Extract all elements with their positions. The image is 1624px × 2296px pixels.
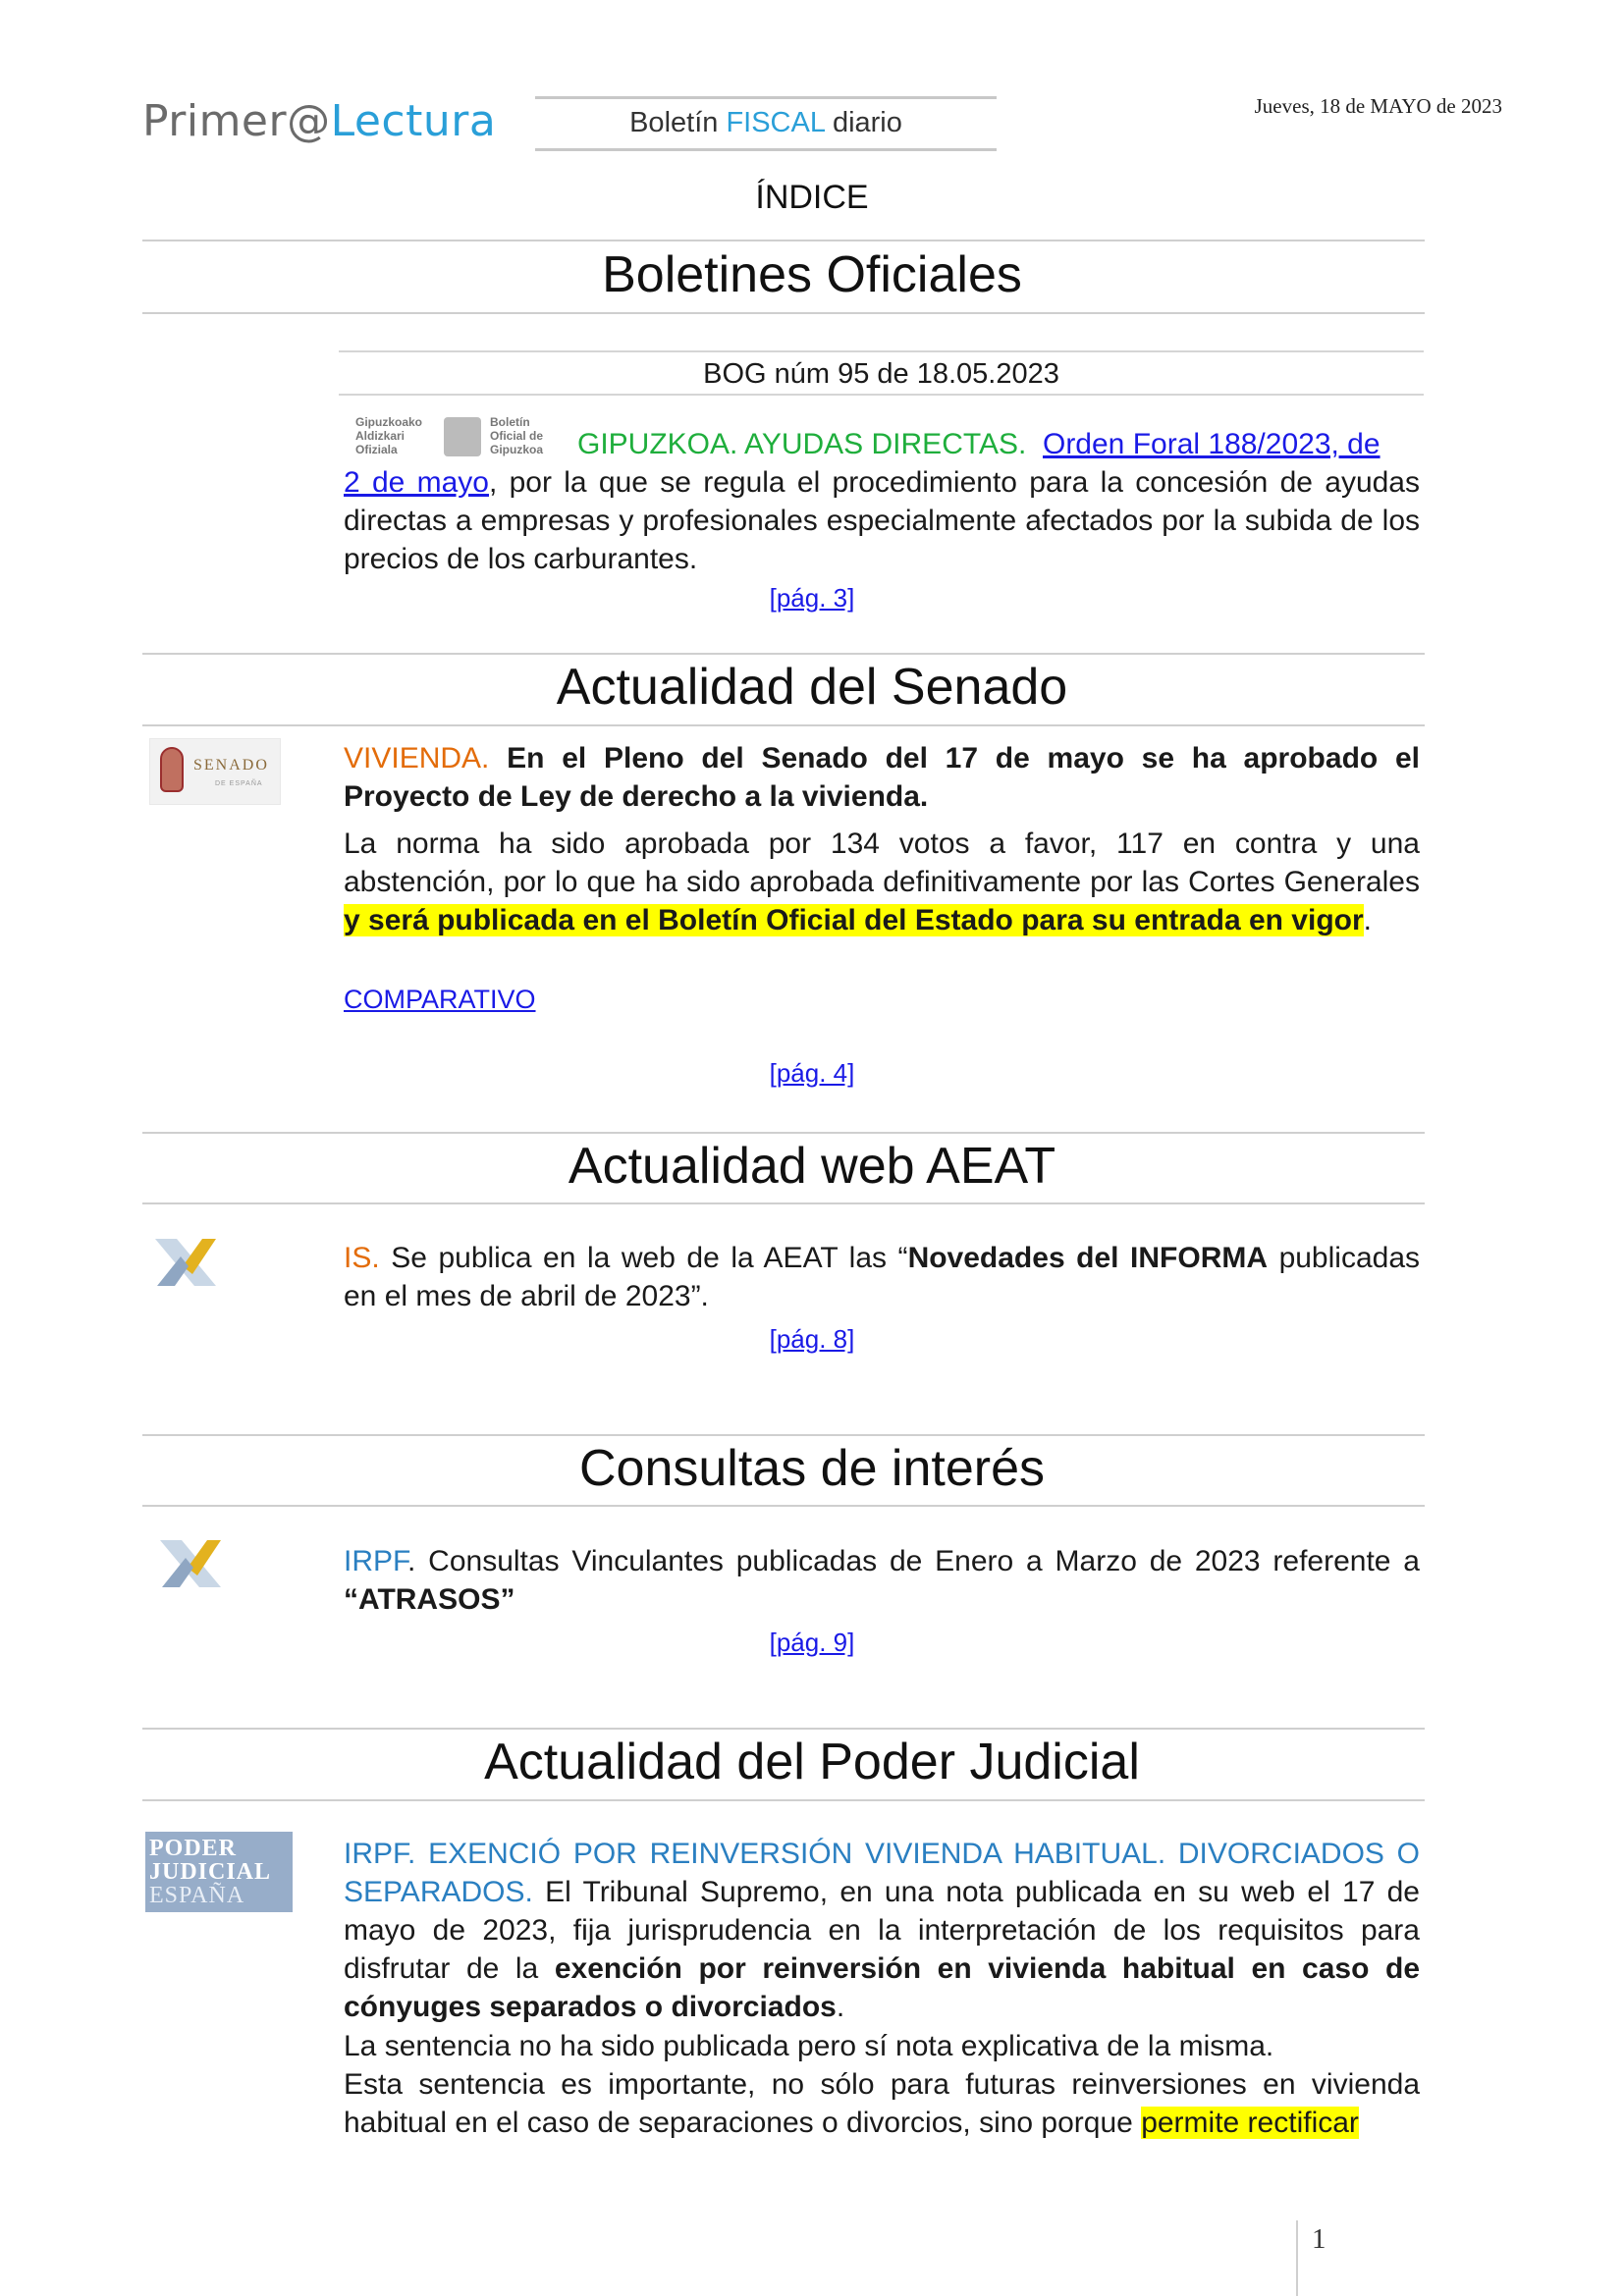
- consultas-text-bold: “ATRASOS”: [344, 1583, 515, 1616]
- senado-body: [344, 825, 1420, 939]
- gipuzkoa-logo-text-right: Boletín Oficial de Gipuzkoa: [490, 415, 544, 456]
- section-title-boletines: Boletines Oficiales: [602, 246, 1022, 303]
- consultas-tag: IRPF: [344, 1545, 408, 1577]
- pj-logo-line1: PODER: [149, 1836, 237, 1861]
- judicial-tag: IRPF. EXENCIÓ POR REINVERSIÓN VIVIENDA HABITUAL. DIVORCIADOS O SEPARADOS.: [344, 1838, 1420, 1908]
- senado-logo-text: SENADO: [193, 757, 269, 774]
- aeat-text: Se publica en la web de la AEAT las “: [379, 1242, 908, 1274]
- divider: [142, 1202, 1425, 1204]
- judicial-p1-text: El Tribunal Supremo, en una nota publicada en su web el 17 de mayo de 2023, fija jurisprudencia en la interpretación de los requisitos para disfrutar de la: [344, 1876, 1420, 1985]
- page-link-4[interactable]: [pág. 4]: [769, 1058, 855, 1088]
- bulletin-title: [535, 107, 997, 139]
- orden-foral-link[interactable]: Orden Foral 188/2023, de: [1042, 428, 1380, 460]
- brand-part1: Primer@: [142, 96, 331, 146]
- bog-title: BOG núm 95 de 18.05.2023: [339, 350, 1424, 396]
- aeat-logo-icon: [147, 1227, 226, 1296]
- senado-body-highlight: y será publicada en el Boletín Oficial del Estado para su entrada en vigor: [344, 904, 1364, 936]
- page-number: 1: [1312, 2223, 1326, 2255]
- bulletin-fiscal: FISCAL: [726, 107, 825, 138]
- judicial-p3-text: Esta sentencia es importante, no sólo para futuras reinversiones en vivienda habitual en el caso de separaciones o divorcios, sino porque: [344, 2068, 1420, 2139]
- senado-headline-text: En el Pleno del Senado del 17 de mayo se ha aprobado el Proyecto de Ley de derecho a la vivienda.: [344, 742, 1420, 813]
- page-link-9[interactable]: [pág. 9]: [769, 1628, 855, 1657]
- judicial-p1-bold: exención por reinversión en vivienda habitual en caso de cónyuges separados o divorciados: [344, 1952, 1421, 2023]
- aeat-tag: IS.: [344, 1242, 380, 1274]
- aeat-logo-icon: [152, 1528, 231, 1597]
- bulletin-post: diario: [824, 107, 902, 138]
- bog-item-text: , por la que se regula el procedimiento para la concesión de ayudas directas a empresas y profesionales especialmente afectados por la subida de los precios de los carburantes.: [344, 466, 1420, 575]
- bog-item-tag: GIPUZKOA. AYUDAS DIRECTAS.: [577, 428, 1027, 460]
- section-title-judicial: Actualidad del Poder Judicial: [484, 1734, 1140, 1790]
- divider: [142, 1799, 1425, 1801]
- orden-foral-link-cont[interactable]: 2 de mayo: [344, 466, 489, 499]
- pj-logo-line2: JUDICIAL: [149, 1859, 272, 1885]
- bulletin-pre: Boletín: [629, 107, 727, 138]
- poder-judicial-logo: [145, 1832, 293, 1912]
- page-number-divider: [1296, 2220, 1298, 2296]
- divider: [142, 653, 1425, 655]
- divider: [142, 1434, 1425, 1436]
- section-title-aeat: Actualidad web AEAT: [568, 1138, 1056, 1195]
- senado-body-text: La norma ha sido aprobada por 134 votos a favor, 117 en contra y una abstención, por lo que ha sido aprobada definitivamente por las Cortes Generales: [344, 828, 1420, 898]
- brand-logo: [142, 96, 496, 146]
- aeat-text-bold: Novedades del INFORMA: [907, 1242, 1269, 1274]
- bulletin-title-box: [535, 96, 997, 151]
- divider: [142, 1505, 1425, 1507]
- judicial-p1-end: .: [836, 1991, 845, 2023]
- senado-logo: [149, 738, 281, 805]
- section-title-consultas: Consultas de interés: [578, 1440, 1046, 1497]
- senado-headline: [344, 739, 1420, 816]
- issue-date: Jueves, 18 de MAYO de 2023: [1254, 94, 1502, 118]
- judicial-p3-highlight: permite rectificar: [1141, 2107, 1359, 2139]
- aeat-item: [344, 1239, 1420, 1315]
- bog-item: [344, 425, 1420, 578]
- consultas-item: [344, 1542, 1420, 1619]
- section-title-senado: Actualidad del Senado: [556, 659, 1068, 716]
- index-title: ÍNDICE: [755, 179, 869, 216]
- senado-body-end: .: [1363, 904, 1372, 936]
- judicial-p2: La sentencia no ha sido publicada pero sí nota explicativa de la misma.: [344, 2030, 1274, 2062]
- consultas-text: . Consultas Vinculantes publicadas de Enero a Marzo de 2023 referente a: [407, 1545, 1420, 1577]
- brand-part2: Lectura: [330, 96, 497, 146]
- senado-tag: VIVIENDA.: [344, 742, 490, 774]
- gipuzkoa-logo-text-left: Gipuzkoako Aldizkari Ofiziala: [355, 415, 423, 456]
- divider: [142, 724, 1425, 726]
- divider: [142, 240, 1425, 241]
- divider: [142, 1728, 1425, 1730]
- senado-logo-subtext: DE ESPAÑA: [215, 780, 263, 787]
- judicial-p1: [344, 1835, 1420, 2026]
- divider: [142, 1132, 1425, 1134]
- divider: [142, 312, 1425, 314]
- comparativo-link[interactable]: COMPARATIVO: [344, 985, 536, 1014]
- page-link-8[interactable]: [pág. 8]: [769, 1324, 855, 1354]
- judicial-p3: [344, 2065, 1420, 2142]
- aeat-text-end: publicadas en el mes de abril de 2023”.: [344, 1242, 1421, 1312]
- page-link-3[interactable]: [pág. 3]: [769, 583, 855, 613]
- pj-logo-line3: ESPAÑA: [149, 1883, 245, 1908]
- crest-icon: [160, 747, 184, 792]
